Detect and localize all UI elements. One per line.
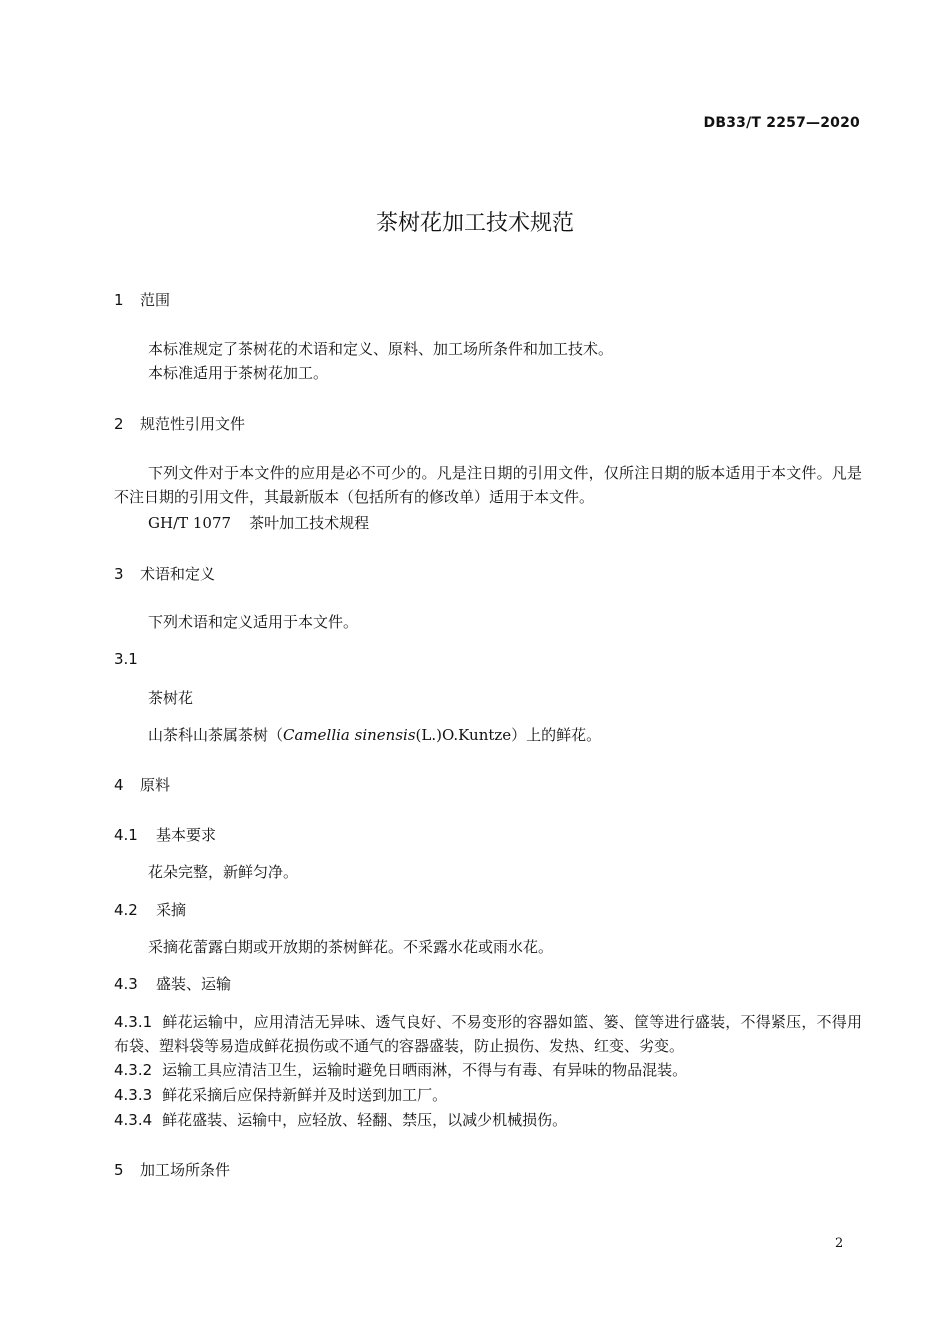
- subsection-4-2-heading: [114, 899, 186, 920]
- section-1-heading: [114, 289, 170, 310]
- term-definition: [148, 723, 601, 747]
- term-name: 茶树花: [148, 689, 194, 707]
- subsection-number: 4.1: [114, 826, 138, 844]
- paragraph: 花朵完整，新鲜匀净。: [148, 863, 299, 881]
- section-number: 4: [114, 776, 124, 794]
- section-5-heading: [114, 1159, 230, 1180]
- subsection-4-3-heading: [114, 973, 231, 994]
- section-title: 规范性引用文件: [140, 415, 246, 433]
- subsection-number: 4.3: [114, 975, 138, 993]
- section-number: 3: [114, 565, 124, 583]
- paragraph: 本标准规定了茶树花的术语和定义、原料、加工场所条件和加工技术。: [148, 340, 614, 358]
- subsection-title: 基本要求: [156, 826, 217, 844]
- definition-text: (L.)O.Kuntze）上的鲜花。: [415, 726, 602, 744]
- section-number: 2: [114, 415, 124, 433]
- clause-4-3-4: [114, 1108, 862, 1132]
- clause-text: 运输工具应清洁卫生，运输时避免日晒雨淋，不得与有毒、有异味的物品混装。: [162, 1061, 688, 1079]
- latin-name: Camellia sinensis: [283, 726, 416, 744]
- clause-4-3-2: [114, 1058, 862, 1082]
- clause-number: 4.3.4: [114, 1111, 153, 1129]
- term-number: 3.1: [114, 650, 138, 668]
- clause-number: 4.3.1: [114, 1013, 153, 1031]
- section-title: 术语和定义: [140, 565, 216, 583]
- clause-number: 4.3.2: [114, 1061, 153, 1079]
- normative-reference: [148, 511, 369, 535]
- section-number: 1: [114, 291, 124, 309]
- page-number: 2: [835, 1236, 844, 1251]
- section-number: 5: [114, 1161, 124, 1179]
- standard-code: DB33/T 2257—2020: [703, 115, 860, 131]
- subsection-4-1-heading: [114, 824, 216, 845]
- clause-text: 鲜花运输中，应用清洁无异味、透气良好、不易变形的容器如篮、篓、筐等进行盛装，不得紧压，不得用布袋、塑料袋等易造成鲜花损伤或不通气的容器盛装，防止损伤、发热、红变、劣变。: [114, 1013, 862, 1055]
- paragraph: 采摘花蕾露白期或开放期的茶树鲜花。不采露水花或雨水花。: [148, 938, 554, 956]
- section-title: 范围: [140, 291, 171, 309]
- clause-4-3-3: [114, 1083, 862, 1107]
- section-4-heading: [114, 774, 170, 795]
- clause-4-3-1: [114, 1010, 862, 1058]
- clause-number: 4.3.3: [114, 1086, 153, 1104]
- reference-code: GH/T 1077: [148, 514, 232, 532]
- clause-text: 鲜花采摘后应保持新鲜并及时送到加工厂。: [162, 1086, 448, 1104]
- definition-text: 山茶科山茶属茶树（: [148, 726, 284, 744]
- section-title: 原料: [140, 776, 171, 794]
- paragraph: 下列文件对于本文件的应用是必不可少的。凡是注日期的引用文件，仅所注日期的版本适用于本文件。凡是不注日期的引用文件，其最新版本（包括所有的修改单）适用于本文件。: [114, 464, 862, 506]
- reference-title: 茶叶加工技术规程: [249, 514, 370, 532]
- section-3-heading: [114, 563, 215, 584]
- paragraph: 本标准适用于茶树花加工。: [148, 364, 329, 382]
- paragraph: 下列术语和定义适用于本文件。: [148, 613, 359, 631]
- subsection-title: 盛装、运输: [156, 975, 232, 993]
- subsection-number: 4.2: [114, 901, 138, 919]
- document-title: 茶树花加工技术规范: [375, 211, 574, 236]
- subsection-title: 采摘: [156, 901, 187, 919]
- section-2-heading: [114, 413, 245, 434]
- clause-text: 鲜花盛装、运输中，应轻放、轻翻、禁压，以减少机械损伤。: [162, 1111, 568, 1129]
- section-title: 加工场所条件: [140, 1161, 231, 1179]
